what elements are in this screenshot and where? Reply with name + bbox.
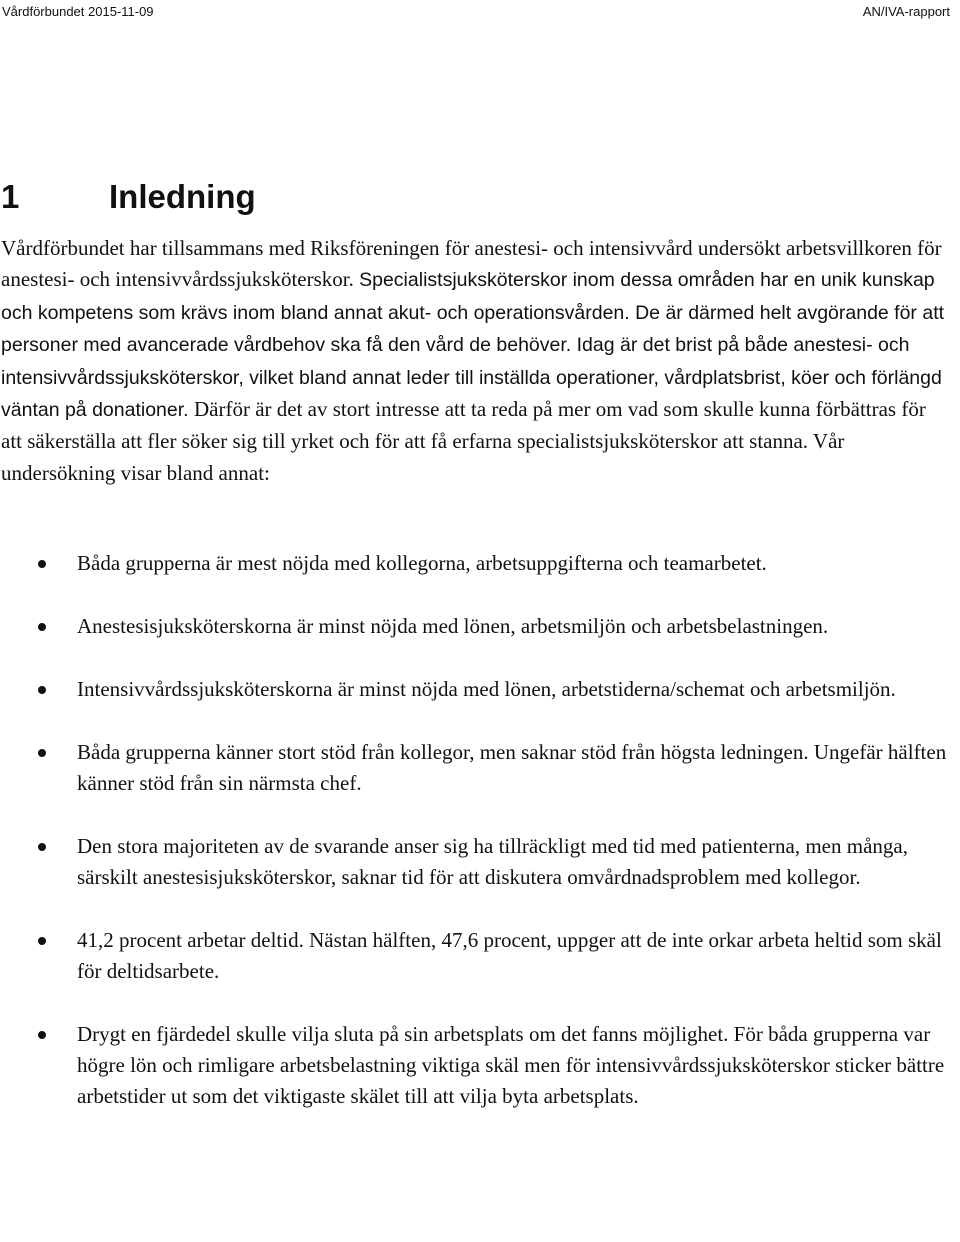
header-report-name: AN/IVA-rapport (862, 4, 950, 19)
list-item (0, 737, 955, 799)
list-item-text: Intensivvårdssjuksköterskorna är minst nöjda med lönen, arbetstiderna/schemat och arbetsmiljön. (77, 677, 896, 701)
bullet-icon (38, 1031, 46, 1039)
section-heading (1, 178, 256, 216)
list-item (0, 925, 955, 987)
bullet-icon (38, 843, 46, 851)
header-organization-date: Vårdförbundet 2015-11-09 (2, 4, 154, 19)
intro-sentence-2: Specialistsjuksköterskor inom dessa områden har en unik kunskap och kompetens som krävs inom bland annat akut- och operationsvården. De är därmed helt avgörande för att personer med avancerade vårdbehov ska få den vård de behöver. Idag är det brist på både anestesi- och intensivvårdssjuksköterskor, vilket bland annat leder till inställda operationer, vårdplatsbrist, köer och förlängd väntan på donationer. (1, 269, 945, 422)
list-item-text: Drygt en fjärdedel skulle vilja sluta på sin arbetsplats om det fanns möjlighet. För båda grupperna var högre lön och rimligare arbetsbelastning viktiga skäl men för intensivvårdssjuksköterskor sticker bättre arbetstider ut som det viktigaste skälet till att vilja byta arbetsplats. (77, 1022, 945, 1108)
list-item (0, 1019, 955, 1112)
list-item (0, 611, 955, 642)
bullet-icon (38, 686, 46, 694)
intro-sentence-1: Vårdförbundet har tillsammans med Riksföreningen för anestesi- och intensivvård undersökt arbetsvillkoren för anestesi- och intensivvårdssjuksköterskor. (1, 236, 942, 292)
intro-paragraph (1, 233, 951, 489)
findings-list (0, 548, 955, 1112)
list-item-text: Båda grupperna är mest nöjda med kollegorna, arbetsuppgifterna och teamarbetet. (77, 551, 767, 575)
list-item-text: Den stora majoriteten av de svarande anser sig ha tillräckligt med tid med patienterna, men många, särskilt anestesisjuksköterskor, saknar tid för att diskutera omvårdnadsproblem med kollegor. (77, 834, 908, 889)
intro-sentence-3: Därför är det av stort intresse att ta reda på mer om vad som skulle kunna förbättras för att säkerställa att fler söker sig till yrket och för att få erfarna specialistsjuksköterskor att stanna. Vår undersökning visar bland annat: (1, 397, 926, 485)
list-item (0, 548, 955, 579)
bullet-icon (38, 749, 46, 757)
section-number: 1 (1, 178, 20, 215)
bullet-icon (38, 937, 46, 945)
page-header (0, 0, 960, 24)
list-item-text: Anestesisjuksköterskorna är minst nöjda med lönen, arbetsmiljön och arbetsbelastningen. (77, 614, 829, 638)
list-item-text: 41,2 procent arbetar deltid. Nästan hälften, 47,6 procent, uppger att de inte orkar arbeta heltid som skäl för deltidsarbete. (77, 928, 942, 983)
section-title: Inledning (109, 178, 256, 215)
bullet-icon (38, 560, 46, 568)
list-item (0, 831, 955, 893)
list-item (0, 674, 955, 705)
bullet-icon (38, 623, 46, 631)
list-item-text: Båda grupperna känner stort stöd från kollegor, men saknar stöd från högsta ledningen. Ungefär hälften känner stöd från sin närmsta chef. (77, 740, 947, 795)
